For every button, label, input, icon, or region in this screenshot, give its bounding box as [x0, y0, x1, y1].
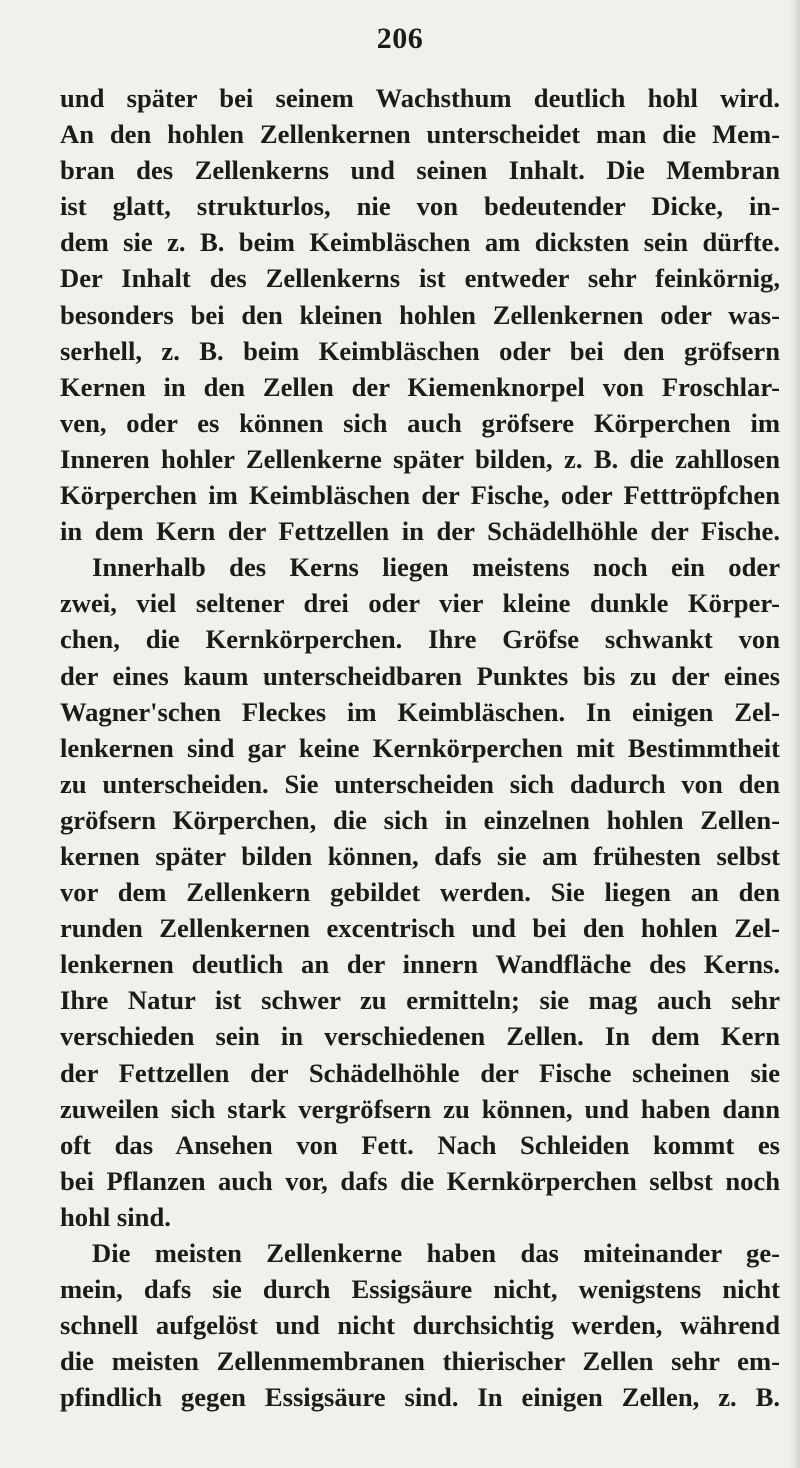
text-line-paragraph-start: Die meisten Zellenkerne haben das miteinander ge-: [92, 1238, 780, 1268]
text-line: gröfsern Körperchen, die sich in einzelnen hohlen Zellen-: [60, 804, 780, 835]
text-line: mein, dafs sie durch Essigsäure nicht, wenigstens nicht: [60, 1274, 780, 1305]
text-line: Kernen in den Zellen der Kiemenknorpel von Froschlar-: [60, 371, 780, 402]
text-line: und später bei seinem Wachsthum deutlich hohl wird.: [60, 83, 780, 113]
text-line: verschieden sein in verschiedenen Zellen. In dem Kern: [60, 1021, 780, 1052]
text-line: chen, die Kernkörperchen. Ihre Gröfse schwankt von: [60, 624, 780, 655]
text-line: bei Pflanzen auch vor, dafs die Kernkörperchen selbst noch: [60, 1165, 780, 1196]
text-line: lenkernen deutlich an der innern Wandfläche des Kerns.: [60, 949, 780, 980]
text-line: besonders bei den kleinen hohlen Zellenkernen oder was-: [60, 299, 780, 330]
text-line: Ihre Natur ist schwer zu ermitteln; sie mag auch sehr: [60, 985, 780, 1016]
text-line: ven, oder es können sich auch gröfsere Körperchen im: [60, 407, 780, 438]
text-line: runden Zellenkernen excentrisch und bei den hohlen Zel-: [60, 913, 780, 944]
text-line: oft das Ansehen von Fett. Nach Schleiden kommt es: [60, 1129, 780, 1160]
text-line: serhell, z. B. beim Keimbläschen oder bei den gröfsern: [60, 335, 780, 366]
text-line: bran des Zellenkerns und seinen Inhalt. Die Membran: [60, 155, 780, 186]
text-line: ist glatt, strukturlos, nie von bedeutender Dicke, in-: [60, 191, 780, 222]
text-line: dem sie z. B. beim Keimbläschen am dicksten sein dürfte.: [60, 227, 780, 258]
text-line: der eines kaum unterscheidbaren Punktes bis zu der eines: [60, 660, 780, 691]
text-line: Inneren hohler Zellenkerne später bilden, z. B. die zahllosen: [60, 443, 780, 474]
page-edge-shadow: [790, 0, 800, 1468]
text-line: pfindlich gegen Essigsäure sind. In einigen Zellen, z. B.: [60, 1382, 780, 1413]
text-line: zu unterscheiden. Sie unterscheiden sich dadurch von den: [60, 768, 780, 799]
text-line: Wagner'schen Fleckes im Keimbläschen. In einigen Zel-: [60, 696, 780, 727]
text-line-paragraph-end: hohl sind.: [60, 1201, 171, 1232]
text-line: zuweilen sich stark vergröfsern zu können, und haben dann: [60, 1093, 780, 1124]
text-line: An den hohlen Zellenkernen unterscheidet man die Mem-: [60, 119, 780, 150]
body-text: [60, 80, 780, 1415]
text-line: Körperchen im Keimbläschen der Fische, oder Fetttröpfchen: [60, 480, 780, 511]
text-line-paragraph-start: Innerhalb des Kerns liegen meistens noch ein oder: [92, 552, 780, 583]
text-line: lenkernen sind gar keine Kernkörperchen mit Bestimmtheit: [60, 732, 780, 763]
text-line: schnell aufgelöst und nicht durchsichtig werden, während: [60, 1310, 780, 1341]
text-line: die meisten Zellenmembranen thierischer Zellen sehr em-: [60, 1346, 780, 1377]
text-line: zwei, viel seltener drei oder vier kleine dunkle Körper-: [60, 588, 780, 619]
text-line: kernen später bilden können, dafs sie am frühesten selbst: [60, 840, 780, 871]
text-line: in dem Kern der Fettzellen in der Schädelhöhle der Fische.: [60, 516, 780, 547]
page-number: 206: [376, 22, 424, 55]
text-line: der Fettzellen der Schädelhöhle der Fische scheinen sie: [60, 1057, 780, 1088]
text-line: vor dem Zellenkern gebildet werden. Sie liegen an den: [60, 877, 780, 908]
text-line: Der Inhalt des Zellenkerns ist entweder sehr feinkörnig,: [60, 263, 780, 294]
